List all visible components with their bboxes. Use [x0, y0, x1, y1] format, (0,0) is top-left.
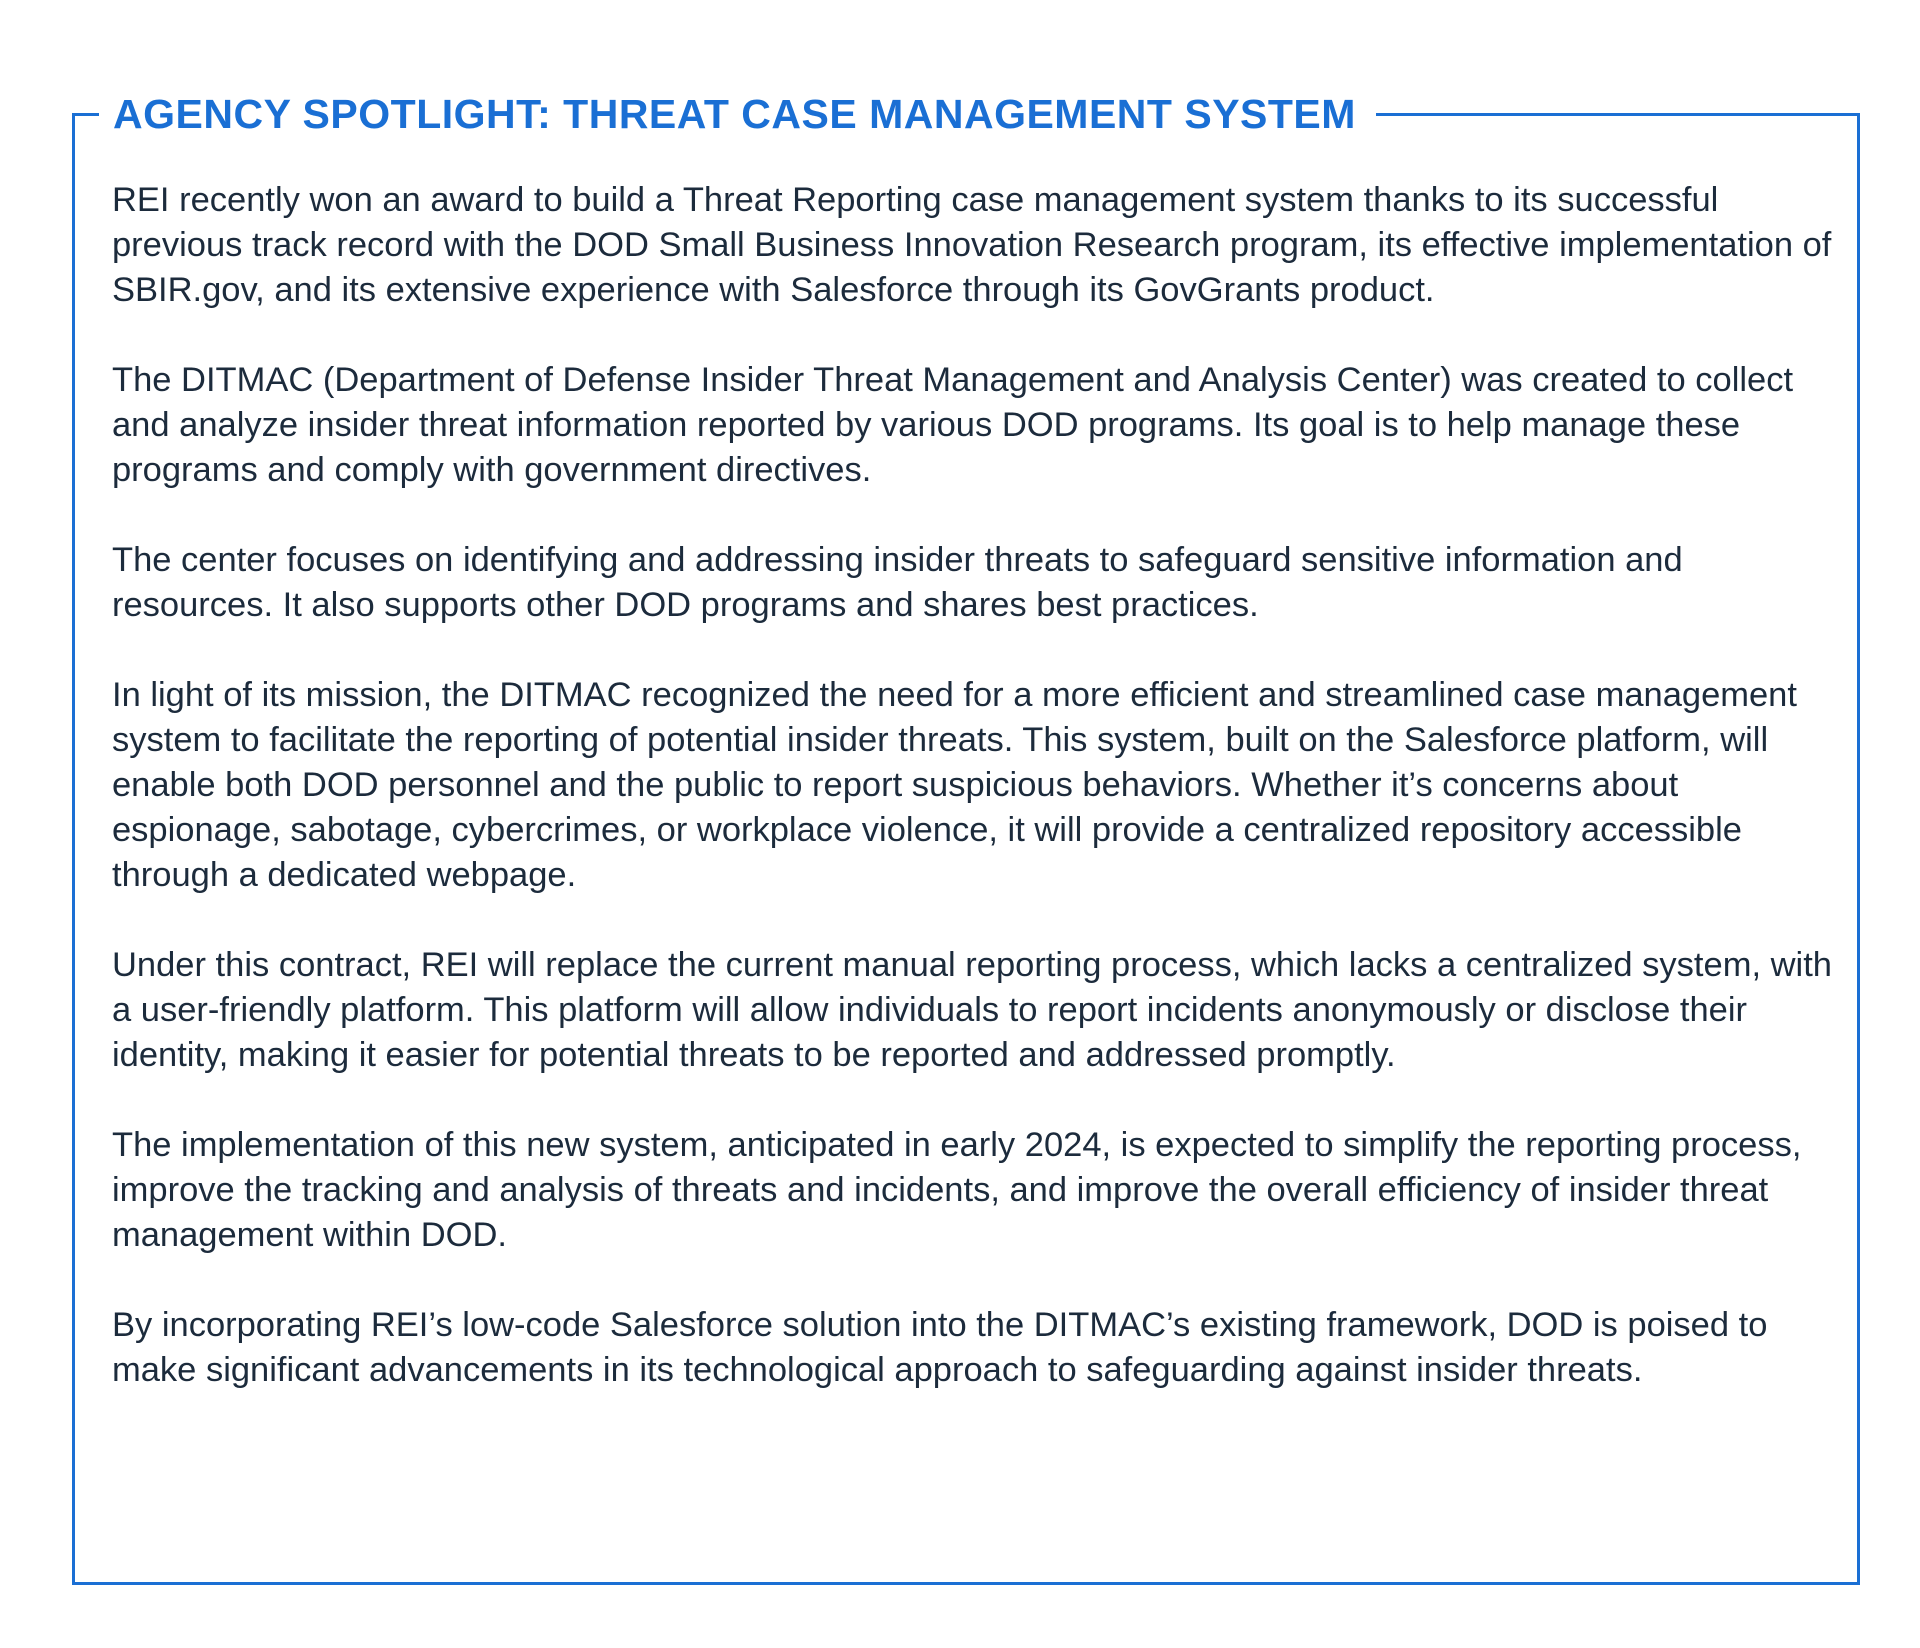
paragraph-award: REI recently won an award to build a Threat Reporting case management system thanks to its successful previous track record with the DOD Small Business Innovation Research program, its effective implementation of SBIR.gov, and its extensive experience with Salesforce through its GovGrants product.	[112, 181, 1832, 309]
paragraph-conclusion: By incorporating REI’s low-code Salesforce solution into the DITMAC’s existing framework, DOD is poised to make significant advancements in its technological approach to safeguarding against insider threats.	[112, 1306, 1768, 1389]
spotlight-body	[112, 178, 1842, 1393]
paragraph-center-focus: The center focuses on identifying and addressing insider threats to safeguard sensitive information and resources. It also supports other DOD programs and shares best practices.	[112, 541, 1683, 624]
spotlight-title: AGENCY SPOTLIGHT: THREAT CASE MANAGEMENT SYSTEM	[99, 85, 1376, 143]
paragraph-ditmac-overview: The DITMAC (Department of Defense Insider Threat Management and Analysis Center) was created to collect and analyze insider threat information reported by various DOD programs. Its goal is to help manage these programs and comply with government directives.	[112, 361, 1794, 489]
paragraph-mission: In light of its mission, the DITMAC recognized the need for a more efficient and streamlined case management system to facilitate the reporting of potential insider threats. This system, built on the Salesforce platform, will enable both DOD personnel and the public to report suspicious behaviors. Whether it’s concerns about espionage, sabotage, cybercrimes, or workplace violence, it will provide a centralized repository accessible through a dedicated webpage.	[112, 676, 1797, 894]
paragraph-contract: Under this contract, REI will replace the current manual reporting process, which lacks a centralized system, with a user-friendly platform. This platform will allow individuals to report incidents anonymously or disclose their identity, making it easier for potential threats to be reported and addressed promptly.	[112, 946, 1832, 1074]
paragraph-implementation: The implementation of this new system, anticipated in early 2024, is expected to simplify the reporting process, improve the tracking and analysis of threats and incidents, and improve the overall efficiency of insider threat management within DOD.	[112, 1126, 1802, 1254]
